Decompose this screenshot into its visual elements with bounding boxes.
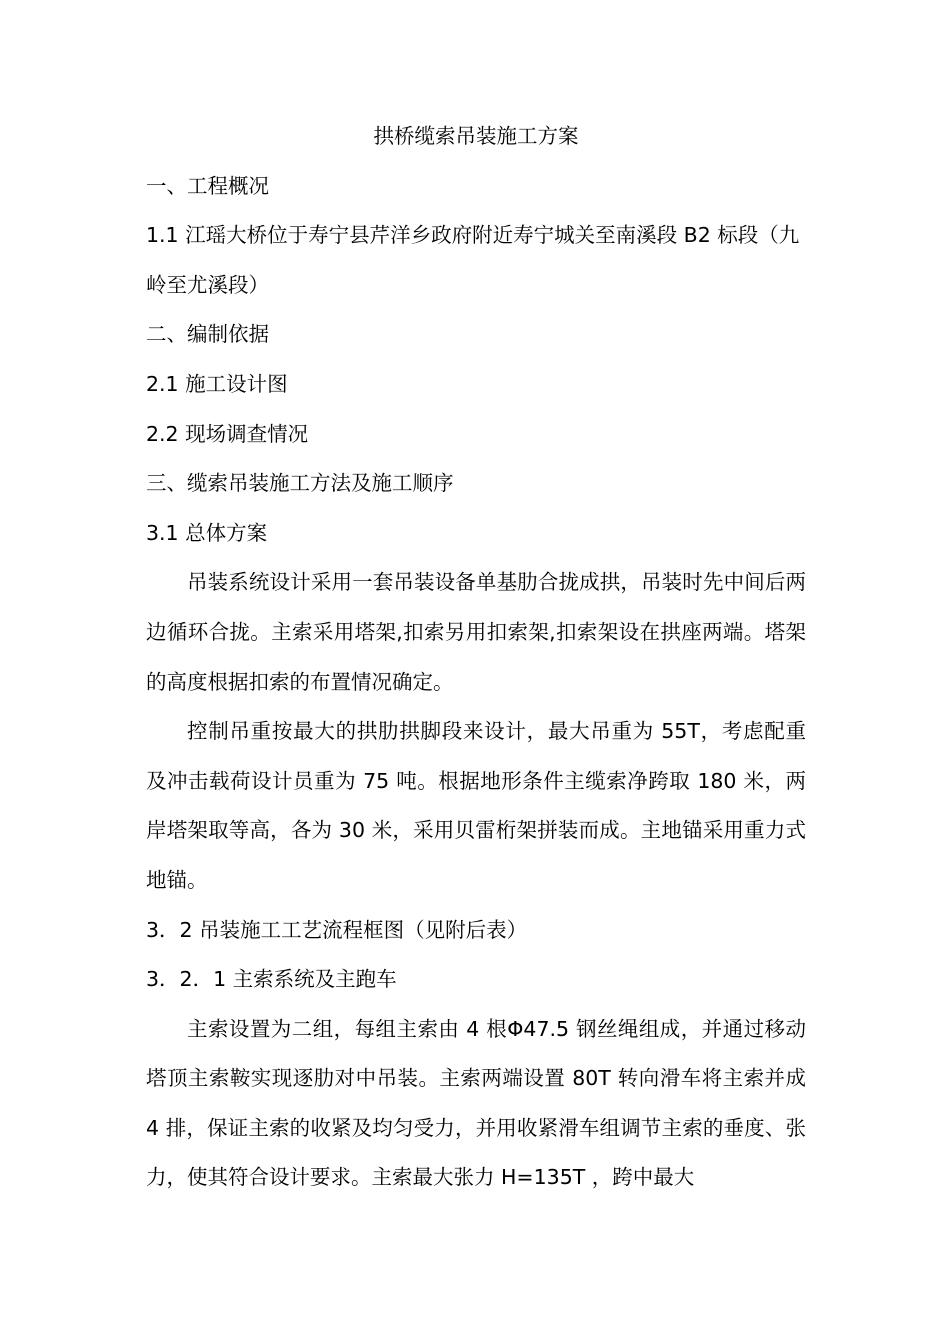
section-heading-overview: 一、工程概况 [146, 173, 269, 198]
body-paragraph-load-control: 控制吊重按最大的拱肋拱脚段来设计，最大吊重为 55T，考虑配重及冲击载荷设计员重为 75 吨。根据地形条件主缆索净跨取 180 米，两岸塔架取等高，各为 30 米，采用贝雷桁架拼装而成。主地锚采用重力式地锚。 [146, 719, 806, 892]
paragraph-2-1: 2.1 施工设计图 [146, 371, 288, 396]
paragraph-1-1: 1.1 江瑶大桥位于寿宁县芹洋乡政府附近寿宁城关至南溪段 B2 标段（九岭至尤溪段） [146, 223, 800, 297]
document-title: 拱桥缆索吊装施工方案 [373, 124, 579, 148]
document-body [146, 112, 806, 1203]
subheading-3-1: 3.1 总体方案 [146, 520, 268, 545]
paragraph-2-2: 2.2 现场调查情况 [146, 421, 309, 446]
section-heading-basis: 二、编制依据 [146, 322, 269, 347]
subheading-3-2: 3．2 吊装施工工艺流程框图（见附后表） [146, 917, 528, 942]
subheading-3-2-1: 3．2．1 主索系统及主跑车 [146, 967, 397, 992]
section-heading-method: 三、缆索吊装施工方法及施工顺序 [146, 471, 454, 496]
body-paragraph-main-cable: 主索设置为二组，每组主索由 4 根Φ47.5 钢丝绳组成，并通过移动塔顶主索鞍实现逐肋对中吊装。主索两端设置 80T 转向滑车将主索并成 4 排，保证主索的收紧及均匀受力，并用收紧滑车组调节主索的垂度、张力，使其符合设计要求。主索最大张力 H=135T ，跨中最大 [146, 1016, 806, 1190]
body-paragraph-hoisting-system: 吊装系统设计采用一套吊装设备单基肋合拢成拱，吊装时先中间后两边循环合拢。主索采用塔架,扣索另用扣索架,扣索架设在拱座两端。塔架的高度根据扣索的布置情况确定。 [146, 570, 806, 694]
